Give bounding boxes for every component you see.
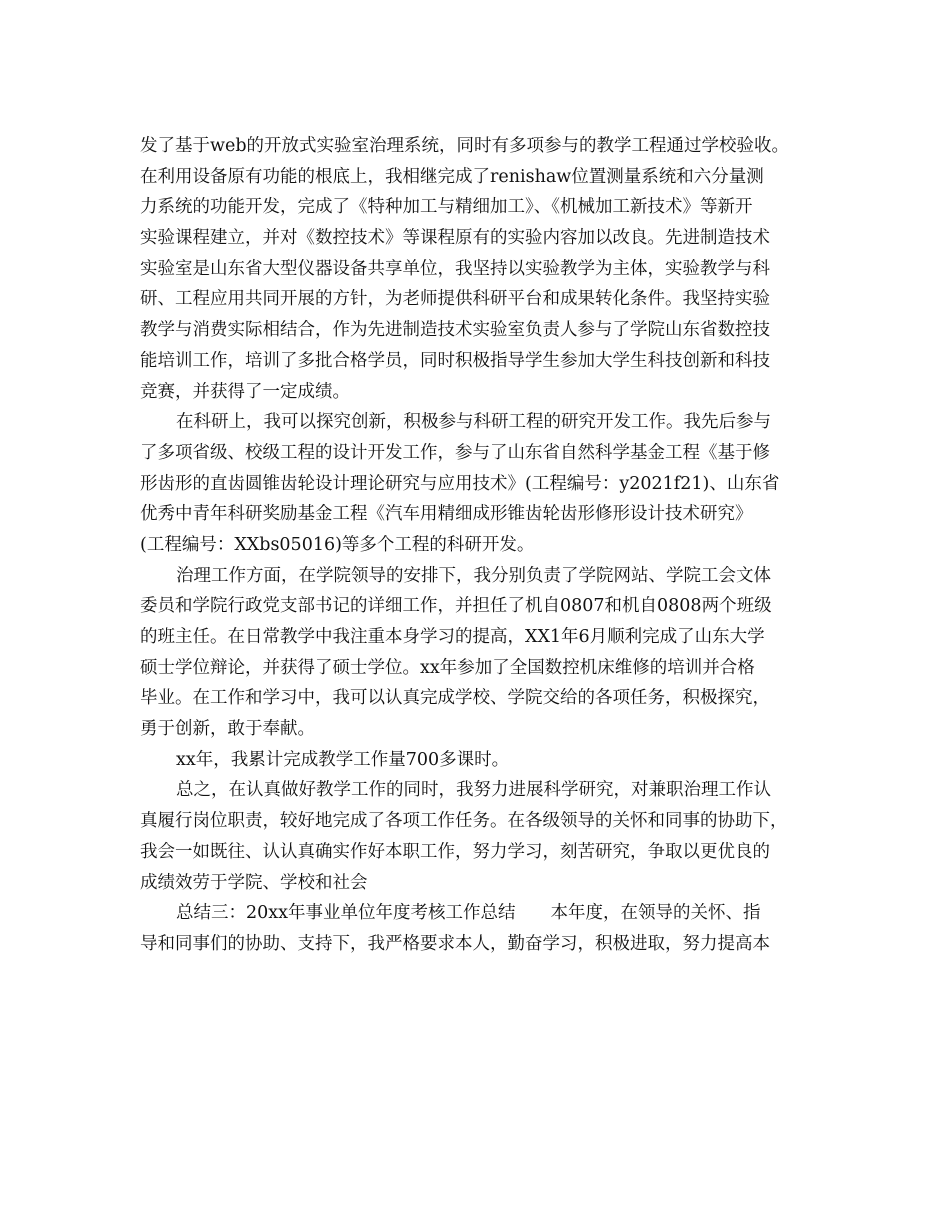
text-line: 委员和学院行政党支部书记的详细工作，并担任了机自0807和机自0808两个班级 [140, 596, 772, 617]
text-line: 实验室是山东省大型仪器设备共享单位，我坚持以实验教学为主体，实验教学与科 [140, 258, 770, 279]
text-line: 力系统的功能开发，完成了《特种加工与精细加工》、《机械加工新技术》等新开 [140, 197, 753, 218]
text-line: 形齿形的直齿圆锥齿轮设计理论研究与应用技术》(工程编号：y2021f21)、山东省 [140, 473, 780, 494]
text-line: 导和同事们的协助、支持下，我严格要求本人，勤奋学习，积极进取，努力提高本 [140, 933, 770, 954]
text-line: 研、工程应用共同开展的方针，为老师提供科研平台和成果转化条件。我坚持实验 [140, 289, 770, 310]
text-line: 毕业。在工作和学习中，我可以认真完成学校、学院交给的各项任务，积极探究， [140, 688, 770, 709]
text-line: 总结三：20xx年事业单位年度考核工作总结 本年度，在领导的关怀、指 [176, 903, 761, 924]
text-line: 的班主任。在日常教学中我注重本身学习的提高，XX1年6月顺利完成了山东大学 [140, 627, 765, 647]
text-line: 发了基于web的开放式实验室治理系统，同时有多项参与的教学工程通过学校验收。 [140, 136, 790, 156]
text-line: 能培训工作，培训了多批合格学员，同时积极指导学生参加大学生科技创新和科技 [140, 350, 770, 371]
text-line: 竞赛，并获得了一定成绩。 [140, 381, 350, 402]
text-line: 硕士学位辩论，并获得了硕士学位。xx年参加了全国数控机床维修的培训并合格 [140, 657, 755, 678]
text-line: 真履行岗位职责，较好地完成了各项工作任务。在各级领导的关怀和同事的协助下， [140, 811, 788, 832]
text-line: 勇于创新，敢于奉献。 [140, 719, 315, 740]
text-line: 我会一如既往、认认真确实作好本职工作，努力学习，刻苦研究，争取以更优良的 [140, 841, 770, 862]
text-line: 了多项省级、校级工程的设计开发工作，参与了山东省自然科学基金工程《基于修 [140, 442, 770, 463]
text-line: 实验课程建立，并对《数控技术》等课程原有的实验内容加以改良。先进制造技术 [140, 228, 770, 249]
text-line: xx年，我累计完成教学工作量700多课时。 [176, 749, 510, 770]
text-line: 成绩效劳于学院、学校和社会 [140, 872, 368, 893]
text-line: 治理工作方面，在学院领导的安排下，我分别负责了学院网站、学院工会文体 [176, 565, 771, 586]
text-line: 在利用设备原有功能的根底上，我相继完成了renishaw位置测量系统和六分量测 [140, 166, 764, 187]
text-line: 总之，在认真做好教学工作的同时，我努力进展科学研究，对兼职治理工作认 [176, 780, 771, 801]
text-line: 教学与消费实际相结合，作为先进制造技术实验室负责人参与了学院山东省数控技 [140, 320, 770, 341]
text-line: (工程编号：XXbs05016)等多个工程的科研开发。 [140, 534, 535, 555]
text-line: 在科研上，我可以探究创新，积极参与科研工程的研究开发工作。我先后参与 [176, 412, 771, 433]
document-body [140, 131, 820, 960]
text-line: 优秀中青年科研奖励基金工程《汽车用精细成形锥齿轮齿形修形设计技术研究》 [140, 504, 753, 525]
